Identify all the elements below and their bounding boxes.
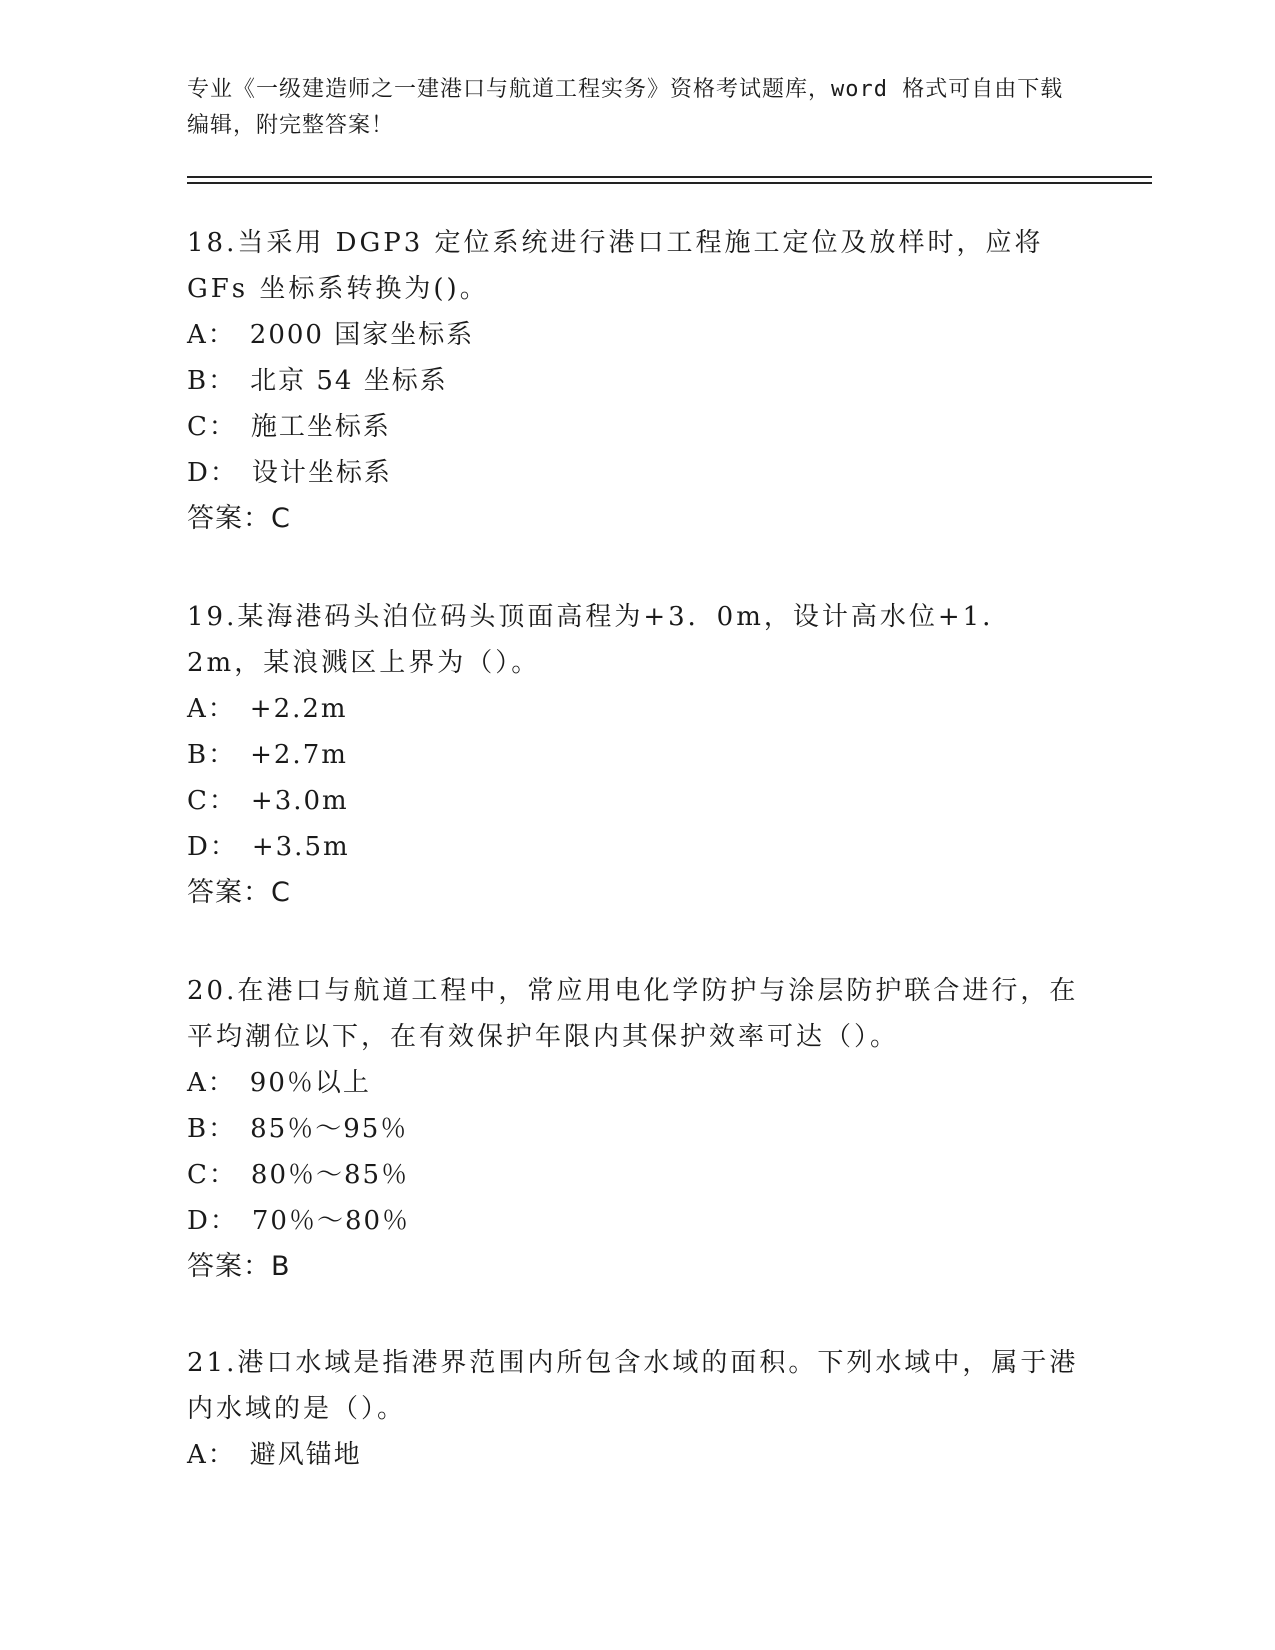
option-label: A： [187, 1068, 236, 1098]
option-label: B： [187, 366, 237, 396]
option-label: A： [187, 694, 236, 724]
option-text: 80％～85％ [250, 1160, 410, 1190]
option-d [187, 1198, 1087, 1244]
question-20 [187, 968, 1087, 1290]
option-text: 设计坐标系 [251, 458, 392, 488]
option-label: D： [187, 832, 238, 862]
option-d [187, 824, 1087, 870]
answer-line: 答案：B [187, 1251, 291, 1282]
question-21 [187, 1340, 1087, 1478]
option-a [187, 1060, 1087, 1106]
question-stem: 20.在港口与航道工程中，常应用电化学防护与涂层防护联合进行，在平均潮位以下，在有效保护年限内其保护效率可达（）。 [187, 976, 1079, 1052]
option-text: 90％以上 [249, 1068, 371, 1098]
option-b [187, 1106, 1087, 1152]
document-header [187, 72, 1067, 144]
question-stem: 19.某海港码头泊位码头顶面高程为+3．0m，设计高水位+1．2m，某浪溅区上界为（）。 [187, 602, 1012, 678]
option-text: 施工坐标系 [250, 412, 391, 442]
option-c [187, 778, 1087, 824]
option-text: +3.5m [251, 832, 350, 862]
option-b [187, 358, 1087, 404]
option-label: C： [187, 412, 237, 442]
option-a [187, 1432, 1087, 1478]
option-d [187, 450, 1087, 496]
question-stem: 21.港口水域是指港界范围内所包含水域的面积。下列水域中，属于港内水域的是（）。 [187, 1348, 1079, 1424]
option-label: C： [187, 1160, 237, 1190]
answer-line: 答案：C [187, 877, 291, 908]
option-text: +2.2m [249, 694, 348, 724]
header-rule-bottom [187, 182, 1152, 184]
option-text: 85％～95％ [250, 1114, 409, 1144]
option-c [187, 404, 1087, 450]
option-c [187, 1152, 1087, 1198]
option-a [187, 312, 1087, 358]
option-text: +3.0m [250, 786, 349, 816]
header-rule-top [187, 176, 1152, 178]
option-a [187, 686, 1087, 732]
option-label: B： [187, 1114, 237, 1144]
header-text: 专业《一级建造师之一建港口与航道工程实务》资格考试题库，word 格式可自由下载编辑，附完整答案！ [187, 77, 1064, 138]
option-text: +2.7m [250, 740, 348, 770]
option-text: 北京 54 坐标系 [250, 366, 448, 396]
option-label: B： [187, 740, 237, 770]
option-label: A： [187, 1440, 236, 1470]
question-stem: 18.当采用 DGP3 定位系统进行港口工程施工定位及放样时，应将 GFs 坐标系转换为()。 [187, 228, 1044, 304]
answer-line: 答案：C [187, 503, 291, 534]
option-label: C： [187, 786, 237, 816]
question-19 [187, 594, 1087, 916]
option-b [187, 732, 1087, 778]
option-text: 2000 国家坐标系 [249, 320, 475, 350]
option-label: A： [187, 320, 236, 350]
option-text: 70％～80％ [251, 1206, 411, 1236]
option-label: D： [187, 1206, 238, 1236]
question-18 [187, 220, 1087, 542]
option-label: D： [187, 458, 238, 488]
option-text: 避风锚地 [249, 1440, 362, 1470]
